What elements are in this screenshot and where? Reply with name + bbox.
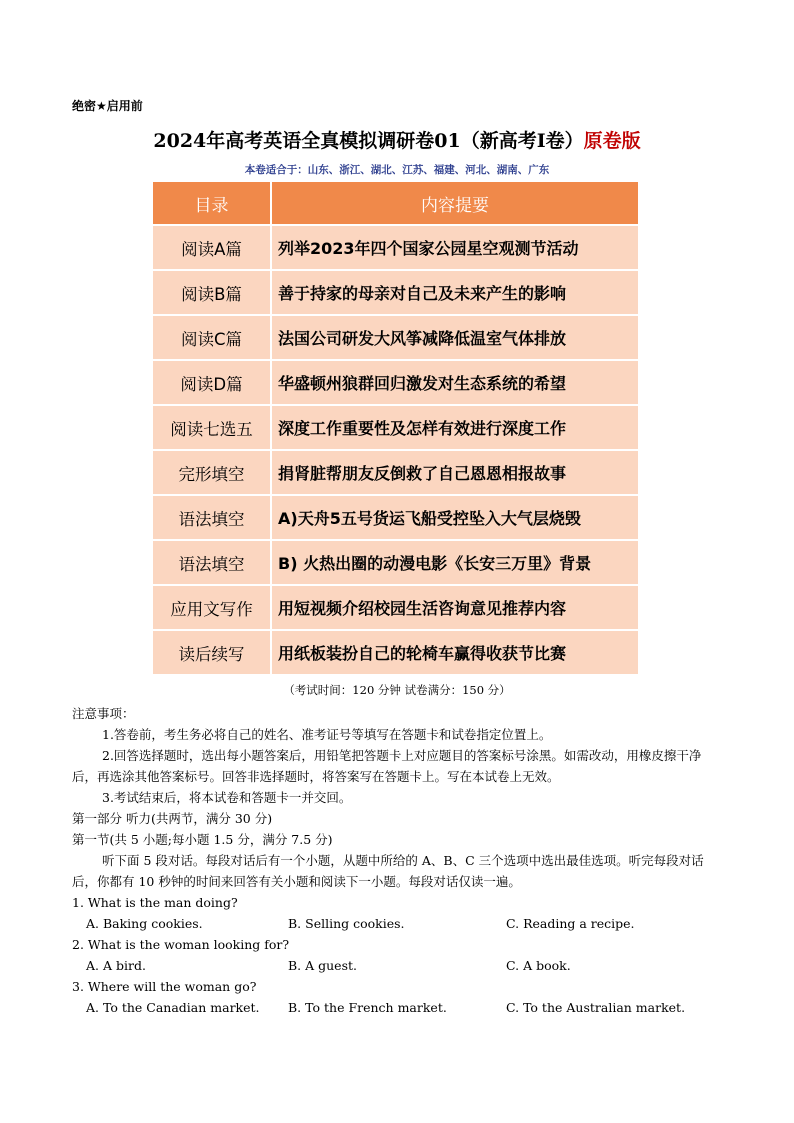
section-name: 阅读七选五 bbox=[153, 406, 270, 449]
part-title: 第一部分 听力(共两节，满分 30 分) bbox=[72, 811, 273, 826]
section-name: 阅读D篇 bbox=[153, 361, 270, 404]
option-c: C. To the Australian market. bbox=[506, 1000, 686, 1015]
table-row bbox=[153, 316, 638, 359]
table-header-row bbox=[153, 182, 638, 224]
question-stem: 2. What is the woman looking for? bbox=[72, 937, 290, 952]
option-b: B. To the French market. bbox=[288, 1000, 447, 1015]
section-name: 应用文写作 bbox=[153, 586, 270, 629]
question-stem: 1. What is the man doing? bbox=[72, 895, 238, 910]
note-item: 2.回答选择题时，选出每小题答案后，用铅笔把答题卡上对应题目的答案标号涂黑。如需改动，用橡皮擦干净后，再选涂其他答案标号。回答非选择题时，将答案写在答题卡上。写在本试卷上无效。 bbox=[72, 748, 702, 784]
table-row bbox=[153, 406, 638, 449]
note-item: 3.考试结束后，将本试卷和答题卡一并交回。 bbox=[102, 790, 352, 805]
section-summary: 捐肾脏帮朋友反倒救了自己恩恩相报故事 bbox=[272, 451, 638, 494]
table-row bbox=[153, 631, 638, 674]
header-summary: 内容提要 bbox=[272, 182, 638, 224]
table-row bbox=[153, 451, 638, 494]
option-c: C. Reading a recipe. bbox=[506, 916, 635, 931]
section-name: 阅读B篇 bbox=[153, 271, 270, 314]
section-title: 第一节(共 5 小题;每小题 1.5 分，满分 7.5 分) bbox=[72, 832, 333, 847]
option-a: A. A bird. bbox=[86, 958, 146, 973]
confidential-label: 绝密★启用前 bbox=[72, 99, 143, 113]
listening-instructions: 听下面 5 段对话。每段对话后有一个小题，从题中所给的 A、B、C 三个选项中选出最佳选项。听完每段对话后，你都有 10 秒钟的时间来回答有关小题和阅读下一小题。每段对话仅读一遍。 bbox=[72, 853, 704, 889]
contents-table bbox=[151, 180, 640, 676]
section-summary: 列举2023年四个国家公园星空观测节活动 bbox=[272, 226, 638, 269]
section-summary: A)天舟5五号货运飞船受控坠入大气层烧毁 bbox=[272, 496, 638, 539]
section-name: 读后续写 bbox=[153, 631, 270, 674]
applicable-regions: 本卷适合于：山东、浙江、湖北、江苏、福建、河北、湖南、广东 bbox=[244, 164, 550, 176]
table-row bbox=[153, 586, 638, 629]
question-options bbox=[72, 997, 722, 1018]
section-summary: B) 火热出圈的动漫电影《长安三万里》背景 bbox=[272, 541, 638, 584]
section-summary: 用短视频介绍校园生活咨询意见推荐内容 bbox=[272, 586, 638, 629]
section-name: 完形填空 bbox=[153, 451, 270, 494]
exam-info: （考试时间：120 分钟 试卷满分：150 分） bbox=[283, 683, 511, 697]
table-row bbox=[153, 271, 638, 314]
table-row bbox=[153, 496, 638, 539]
section-name: 语法填空 bbox=[153, 496, 270, 539]
option-b: B. A guest. bbox=[288, 958, 357, 973]
option-c: C. A book. bbox=[506, 958, 571, 973]
page-title bbox=[0, 126, 794, 153]
header-contents: 目录 bbox=[153, 182, 270, 224]
title-version: 原卷版 bbox=[583, 130, 641, 152]
section-summary: 用纸板装扮自己的轮椅车赢得收获节比赛 bbox=[272, 631, 638, 674]
section-name: 语法填空 bbox=[153, 541, 270, 584]
section-summary: 法国公司研发大风筝减降低温室气体排放 bbox=[272, 316, 638, 359]
section-summary: 善于持家的母亲对自己及未来产生的影响 bbox=[272, 271, 638, 314]
option-a: A. Baking cookies. bbox=[86, 916, 203, 931]
table-row bbox=[153, 226, 638, 269]
section-summary: 深度工作重要性及怎样有效进行深度工作 bbox=[272, 406, 638, 449]
title-main: 2024年高考英语全真模拟调研卷01（新高考I卷） bbox=[153, 130, 584, 152]
instructions-block bbox=[72, 703, 722, 1018]
option-a: A. To the Canadian market. bbox=[86, 1000, 260, 1015]
table-row bbox=[153, 361, 638, 404]
section-name: 阅读C篇 bbox=[153, 316, 270, 359]
question-options bbox=[72, 913, 722, 934]
question-options bbox=[72, 955, 722, 976]
table-row bbox=[153, 541, 638, 584]
note-item: 1.答卷前，考生务必将自己的姓名、准考证号等填写在答题卡和试卷指定位置上。 bbox=[102, 727, 552, 742]
notes-title: 注意事项： bbox=[72, 706, 135, 721]
section-summary: 华盛顿州狼群回归激发对生态系统的希望 bbox=[272, 361, 638, 404]
option-b: B. Selling cookies. bbox=[288, 916, 405, 931]
question-stem: 3. Where will the woman go? bbox=[72, 979, 257, 994]
section-name: 阅读A篇 bbox=[153, 226, 270, 269]
